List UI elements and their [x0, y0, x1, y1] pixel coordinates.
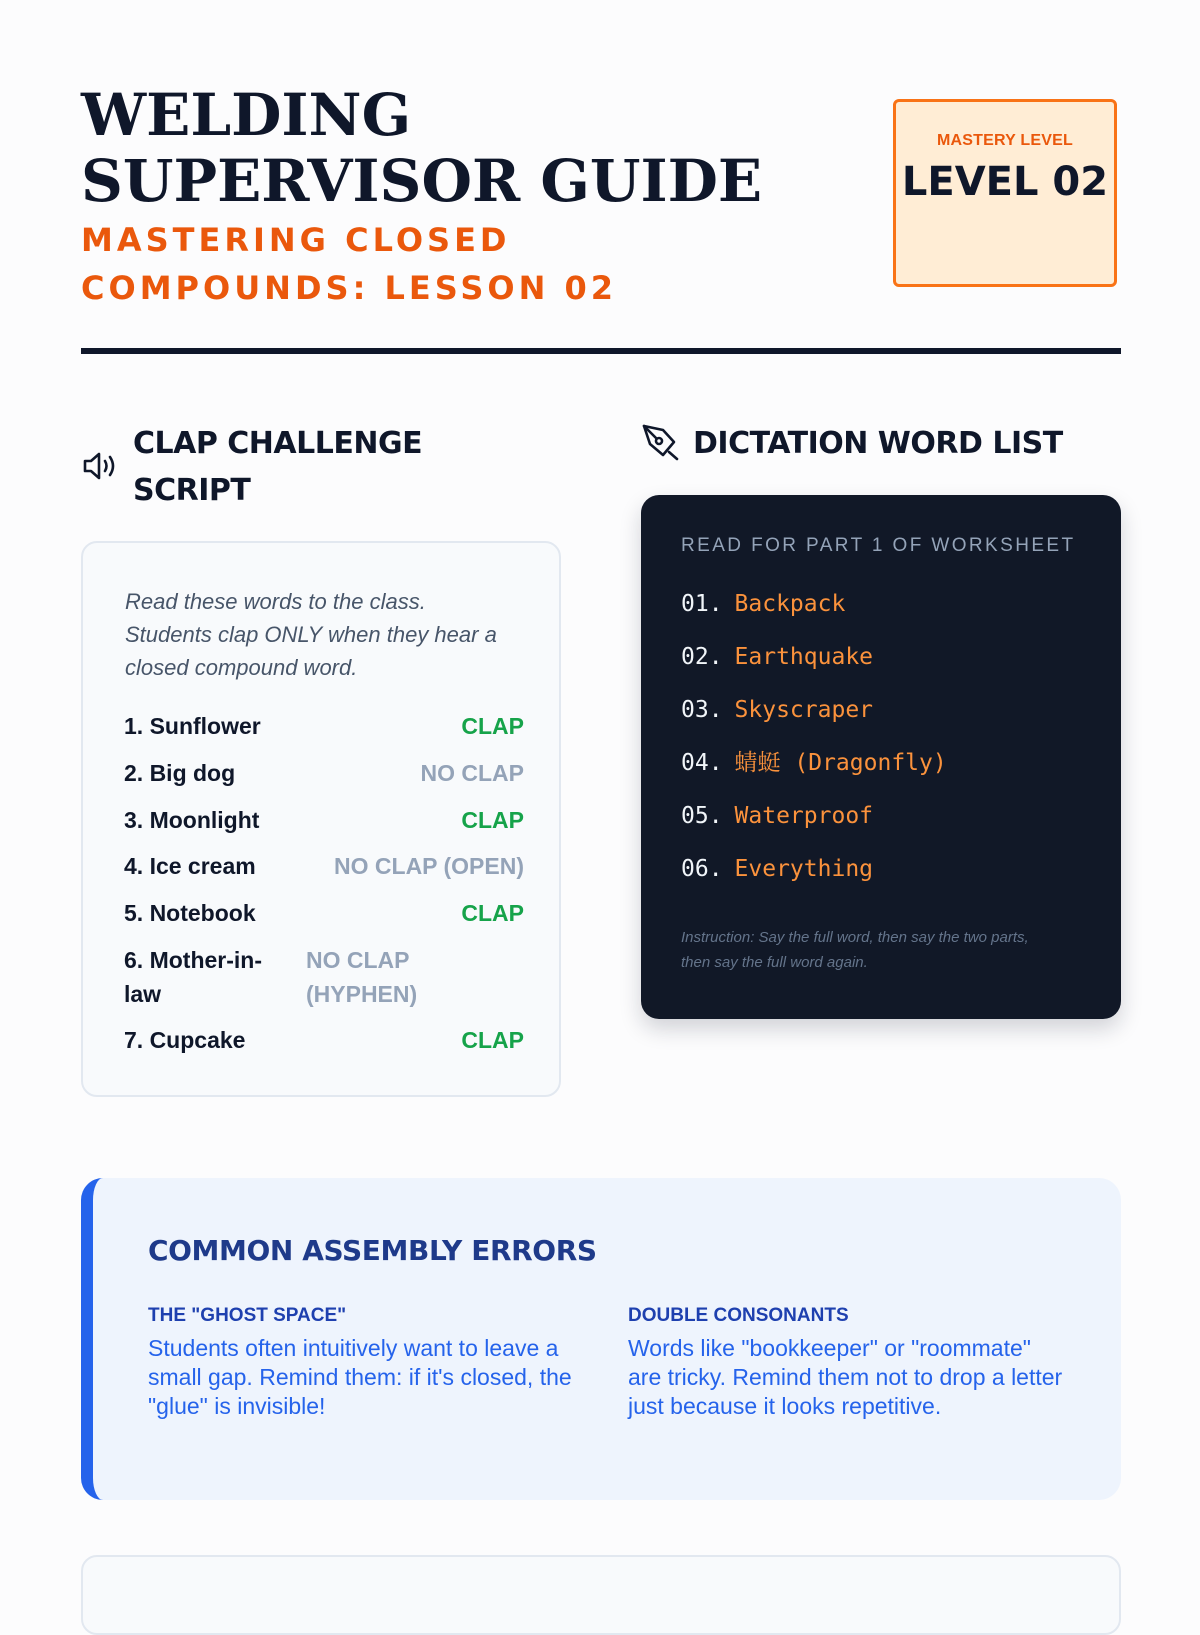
clap-script-card: [81, 541, 561, 1097]
header-divider: [81, 348, 1121, 354]
page-title: WELDING SUPERVISOR GUIDE: [81, 81, 763, 215]
item-number: 03.: [681, 697, 723, 723]
page-subtitle: MASTERING CLOSED COMPOUNDS: LESSON 02: [81, 221, 618, 307]
item-number: 05.: [681, 803, 723, 829]
clap-result: NO CLAP (HYPHEN): [306, 947, 418, 1007]
error-item: [148, 1302, 588, 1421]
clap-result: NO CLAP (OPEN): [334, 853, 524, 879]
clap-word: 7. Cupcake: [124, 1027, 246, 1053]
error-text: Words like "bookkeeper" or "roommate" are tricky. Remind them not to drop a letter just because it looks repetitive.: [628, 1335, 1063, 1419]
item-word: Earthquake: [734, 644, 874, 670]
item-word: 蜻蜓 (Dragonfly): [734, 750, 947, 776]
list-item: [124, 943, 524, 1011]
item-number: 04.: [681, 750, 723, 776]
clap-result: CLAP: [461, 1027, 524, 1053]
clap-word: 3. Moonlight: [124, 807, 260, 833]
clap-word: 2. Big dog: [124, 760, 236, 786]
dictation-heading: DICTATION WORD LIST: [693, 426, 1063, 461]
list-item: [681, 852, 873, 886]
mastery-value: LEVEL 02: [901, 159, 1109, 205]
clap-result: CLAP: [461, 900, 524, 926]
clap-intro: Read these words to the class. Students clap ONLY when they hear a closed compound word.: [125, 589, 497, 680]
item-number: 02.: [681, 644, 723, 670]
dictation-note: Instruction: Say the full word, then say the two parts, then say the full word again.: [681, 929, 1029, 971]
item-number: 01.: [681, 591, 723, 617]
clap-word: 1. Sunflower: [124, 713, 261, 739]
errors-heading: COMMON ASSEMBLY ERRORS: [148, 1234, 597, 1267]
dictation-card: [641, 495, 1121, 1019]
clap-section-heading: [81, 420, 541, 514]
clap-result: CLAP: [461, 713, 524, 739]
error-item: [628, 1302, 1068, 1421]
mastery-badge: [893, 99, 1117, 287]
dictation-label: READ FOR PART 1 OF WORKSHEET: [681, 535, 1076, 556]
item-number: 06.: [681, 856, 723, 882]
error-title: THE "GHOST SPACE": [148, 1305, 347, 1326]
clap-result: NO CLAP: [420, 760, 524, 786]
pen-icon: [641, 422, 681, 462]
common-errors-panel: [81, 1178, 1121, 1500]
error-title: DOUBLE CONSONANTS: [628, 1305, 849, 1326]
item-word: Waterproof: [734, 803, 874, 829]
item-word: Skyscraper: [734, 697, 874, 723]
error-text: Students often intuitively want to leave a small gap. Remind them: if it's closed, the "glue" is invisible!: [148, 1335, 572, 1419]
clap-word: 5. Notebook: [124, 900, 256, 926]
list-item: [681, 587, 845, 621]
next-section-card: [81, 1555, 1121, 1635]
clap-word: 6. Mother-in-law: [124, 947, 262, 1007]
list-item: [681, 746, 947, 780]
item-word: Everything: [734, 856, 874, 882]
speaker-icon: [81, 446, 121, 486]
dictation-section-heading: [641, 420, 1121, 467]
list-item: [681, 640, 873, 674]
header: [81, 82, 1121, 352]
mastery-label: MASTERY LEVEL: [937, 132, 1073, 149]
clap-result: CLAP: [461, 807, 524, 833]
list-item: [681, 693, 873, 727]
clap-word: 4. Ice cream: [124, 853, 256, 879]
item-word: Backpack: [734, 591, 846, 617]
clap-heading: CLAP CHALLENGE SCRIPT: [133, 426, 423, 508]
list-item: [681, 799, 873, 833]
